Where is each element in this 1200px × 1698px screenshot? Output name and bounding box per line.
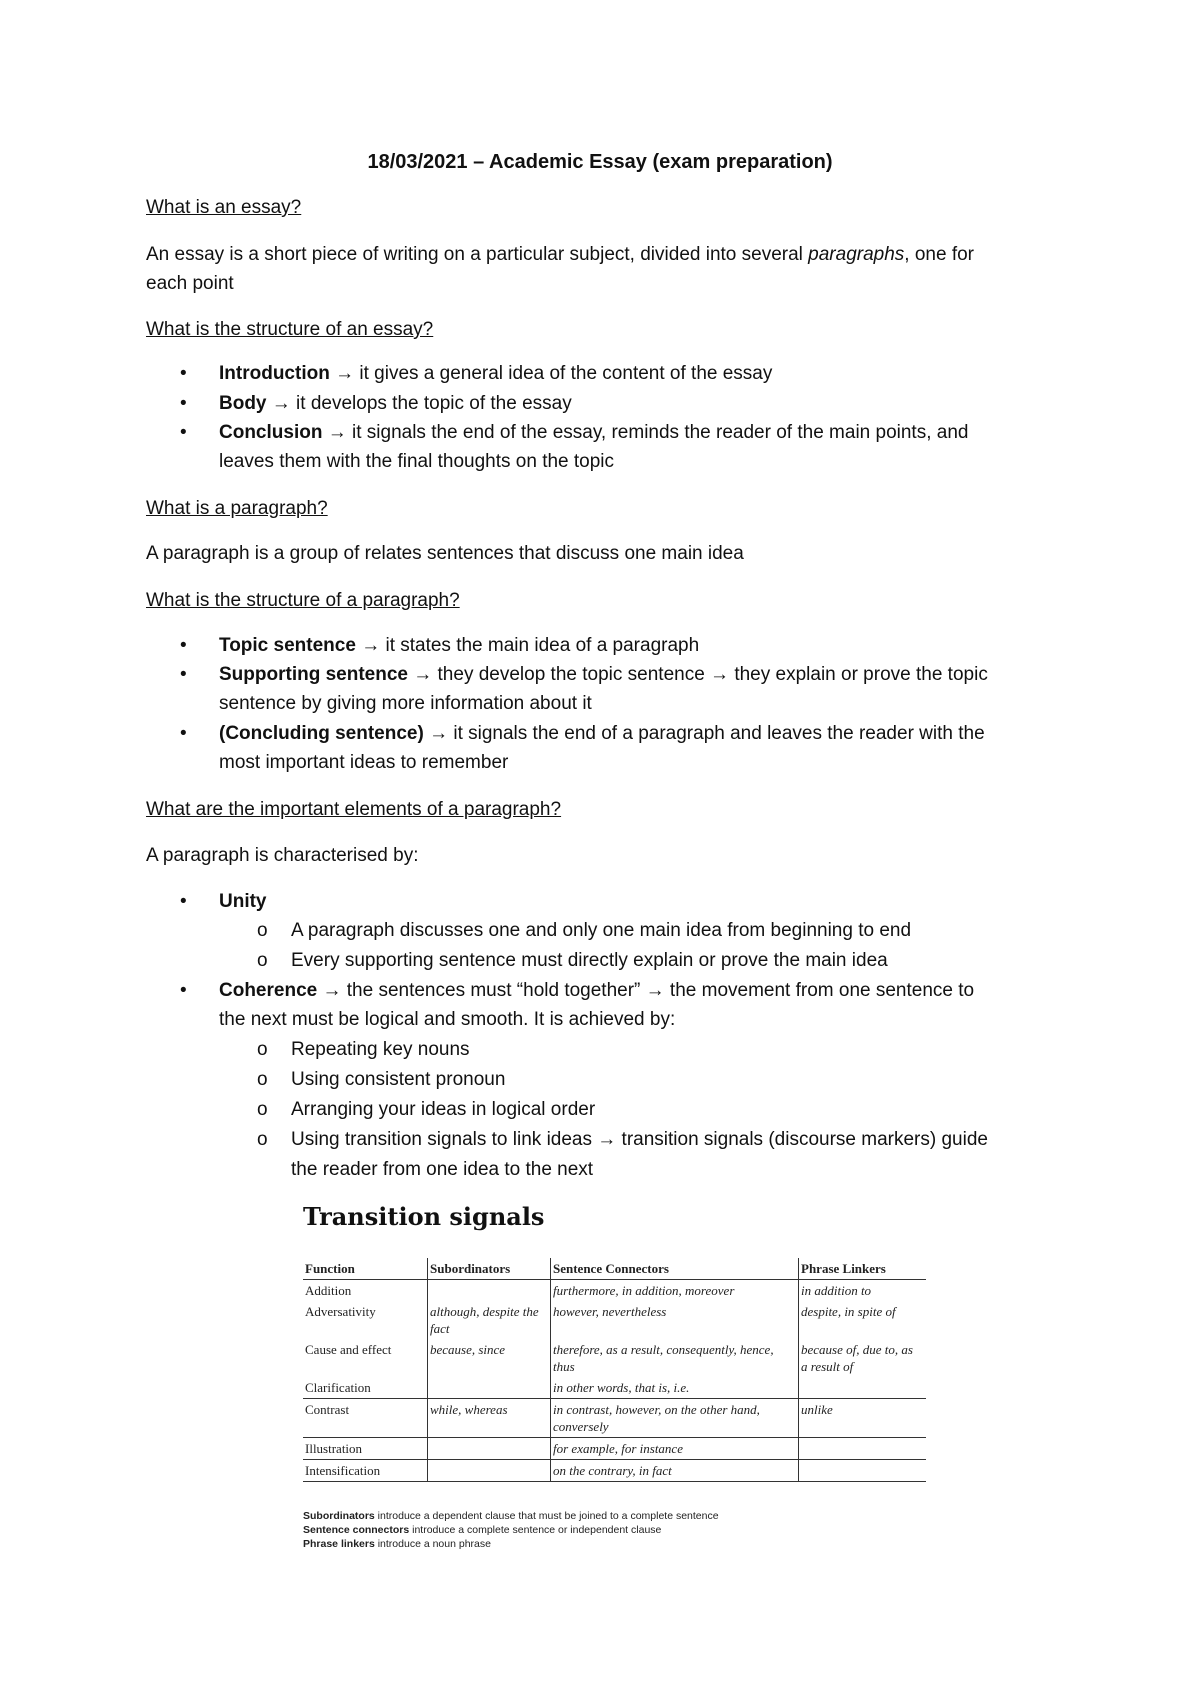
table-header-row bbox=[303, 1258, 926, 1280]
table-cell: Intensification bbox=[303, 1460, 428, 1482]
circle-bullet-icon: o bbox=[257, 1039, 268, 1060]
column-header: Function bbox=[303, 1258, 428, 1280]
table-cell: on the contrary, in fact bbox=[551, 1460, 799, 1482]
text-span: , one for bbox=[904, 244, 975, 265]
table-cell: Cause and effect bbox=[303, 1339, 428, 1377]
arrow-icon: → bbox=[429, 723, 449, 744]
table-row bbox=[303, 1377, 926, 1399]
bullet-icon: • bbox=[180, 635, 187, 656]
arrow-icon: → bbox=[327, 422, 347, 443]
circle-bullet-icon: o bbox=[257, 1099, 268, 1120]
circle-bullet-icon: o bbox=[257, 1069, 268, 1090]
table-cell: because, since bbox=[428, 1339, 551, 1377]
table-cell bbox=[428, 1377, 551, 1399]
question-important-elements: What are the important elements of a paragraph? bbox=[146, 799, 562, 820]
table-cell: in addition to bbox=[801, 1283, 872, 1298]
table-cell: while, whereas bbox=[428, 1399, 551, 1438]
sub-text: Using transition signals to link ideas → transition signals (discourse markers) guide bbox=[291, 1129, 988, 1150]
emphasis: paragraphs bbox=[808, 244, 905, 265]
bullet-icon: • bbox=[180, 723, 187, 744]
note-text: introduce a complete sentence or independent clause bbox=[409, 1524, 662, 1536]
table-cell bbox=[799, 1438, 927, 1460]
table-row bbox=[303, 1438, 926, 1460]
text-span: the sentences must “hold together” → the movement from one sentence to bbox=[341, 980, 975, 1001]
question-paragraph-structure: What is the structure of a paragraph? bbox=[146, 590, 460, 611]
table-row bbox=[303, 1460, 926, 1482]
table-cell bbox=[799, 1460, 927, 1482]
table-cell: Contrast bbox=[303, 1399, 428, 1438]
question-essay-structure: What is the structure of an essay? bbox=[146, 319, 434, 340]
page-title: 18/03/2021 – Academic Essay (exam preparation) bbox=[367, 151, 833, 173]
text-span: it develops the topic of the essay bbox=[290, 393, 572, 414]
text-span: it signals the end of a paragraph and leaves the reader with the bbox=[448, 723, 985, 744]
bullet-conclusion-continued: leaves them with the final thoughts on the topic bbox=[219, 451, 615, 472]
sub-text: A paragraph discusses one and only one main idea from beginning to end bbox=[291, 920, 912, 941]
essay-definition-line1 bbox=[146, 241, 974, 269]
bullet-icon: • bbox=[180, 664, 187, 685]
table-cell: although, despite the fact bbox=[428, 1301, 551, 1339]
table-row bbox=[303, 1339, 926, 1377]
transition-notes bbox=[303, 1509, 719, 1551]
bullet-icon: • bbox=[180, 363, 187, 384]
note-term: Sentence connectors bbox=[303, 1524, 410, 1536]
table-row bbox=[303, 1399, 926, 1438]
bullet-icon: • bbox=[180, 980, 187, 1001]
bullet-icon: • bbox=[180, 891, 187, 912]
table-cell: furthermore, in addition, moreover bbox=[551, 1280, 799, 1302]
bullet-icon: • bbox=[180, 422, 187, 443]
arrow-icon: → bbox=[271, 393, 291, 414]
essay-definition-line2: each point bbox=[146, 273, 234, 294]
question-what-is-essay: What is an essay? bbox=[146, 197, 302, 218]
table-cell bbox=[799, 1377, 927, 1399]
table-row bbox=[303, 1301, 926, 1339]
arrow-icon: → bbox=[361, 635, 381, 656]
table-cell: however, nevertheless bbox=[551, 1301, 799, 1339]
table-cell: Addition bbox=[303, 1280, 428, 1302]
term: Supporting sentence bbox=[219, 664, 408, 685]
question-what-is-paragraph: What is a paragraph? bbox=[146, 498, 328, 519]
text-span: they develop the topic sentence → they explain or prove the topic bbox=[432, 664, 988, 685]
note-text: introduce a noun phrase bbox=[374, 1538, 491, 1550]
text-span: it gives a general idea of the content of the essay bbox=[354, 363, 773, 384]
note-term: Phrase linkers bbox=[303, 1538, 375, 1550]
bullet-icon: • bbox=[180, 393, 187, 414]
table-cell: Illustration bbox=[303, 1438, 428, 1460]
text-span: An essay is a short piece of writing on a particular subject, divided into several bbox=[146, 244, 809, 265]
column-header: Phrase Linkers bbox=[799, 1258, 927, 1280]
term: Topic sentence bbox=[219, 635, 356, 656]
sub-text: Using consistent pronoun bbox=[291, 1069, 506, 1090]
table-cell: therefore, as a result, consequently, hence, thus bbox=[551, 1339, 799, 1377]
note-term: Subordinators bbox=[303, 1510, 375, 1522]
sub-text: Every supporting sentence must directly explain or prove the main idea bbox=[291, 950, 888, 971]
column-header: Subordinators bbox=[428, 1258, 551, 1280]
table-cell: in other words, that is, i.e. bbox=[551, 1377, 799, 1399]
table-cell: for example, for instance bbox=[551, 1438, 799, 1460]
paragraph-definition: A paragraph is a group of relates sentences that discuss one main idea bbox=[146, 543, 744, 564]
term: Unity bbox=[219, 891, 267, 912]
circle-bullet-icon: o bbox=[257, 920, 268, 941]
table-cell: Adversativity bbox=[303, 1301, 428, 1339]
note-line bbox=[303, 1509, 719, 1523]
arrow-icon: → bbox=[322, 980, 342, 1001]
note-line bbox=[303, 1537, 719, 1551]
table-cell: despite, in spite of bbox=[801, 1304, 896, 1319]
bullet-supporting-continued: sentence by giving more information about it bbox=[219, 693, 592, 714]
coherence-continued: the next must be logical and smooth. It is achieved by: bbox=[219, 1009, 676, 1030]
note-line bbox=[303, 1523, 719, 1537]
circle-bullet-icon: o bbox=[257, 950, 268, 971]
table-cell bbox=[428, 1280, 551, 1302]
transition-signals-title: Transition signals bbox=[303, 1202, 545, 1231]
circle-bullet-icon: o bbox=[257, 1129, 268, 1150]
term: Body bbox=[219, 393, 267, 414]
table-row bbox=[303, 1280, 926, 1302]
sub-text: Arranging your ideas in logical order bbox=[291, 1099, 596, 1120]
term: Conclusion bbox=[219, 422, 323, 443]
table-cell bbox=[428, 1438, 551, 1460]
text-span: it signals the end of the essay, reminds the reader of the main points, and bbox=[346, 422, 969, 443]
table-cell: in contrast, however, on the other hand, conversely bbox=[551, 1399, 799, 1438]
coherence-sub-4-continued: the reader from one idea to the next bbox=[291, 1159, 594, 1180]
term: (Concluding sentence) bbox=[219, 723, 424, 744]
transition-signals-table bbox=[303, 1258, 926, 1482]
table-cell: because of, due to, as a result of bbox=[801, 1342, 913, 1374]
arrow-icon: → bbox=[413, 664, 433, 685]
note-text: introduce a dependent clause that must be joined to a complete sentence bbox=[374, 1510, 719, 1522]
table-cell: Clarification bbox=[303, 1377, 428, 1399]
table-cell bbox=[428, 1460, 551, 1482]
text-span: it states the main idea of a paragraph bbox=[380, 635, 700, 656]
bullet-concluding-continued: most important ideas to remember bbox=[219, 752, 509, 773]
table-cell: unlike bbox=[799, 1399, 927, 1438]
column-header: Sentence Connectors bbox=[551, 1258, 799, 1280]
term: Introduction bbox=[219, 363, 330, 384]
term: Coherence bbox=[219, 980, 318, 1001]
arrow-icon: → bbox=[335, 363, 355, 384]
characterised-by: A paragraph is characterised by: bbox=[146, 845, 419, 866]
sub-text: Repeating key nouns bbox=[291, 1039, 470, 1060]
